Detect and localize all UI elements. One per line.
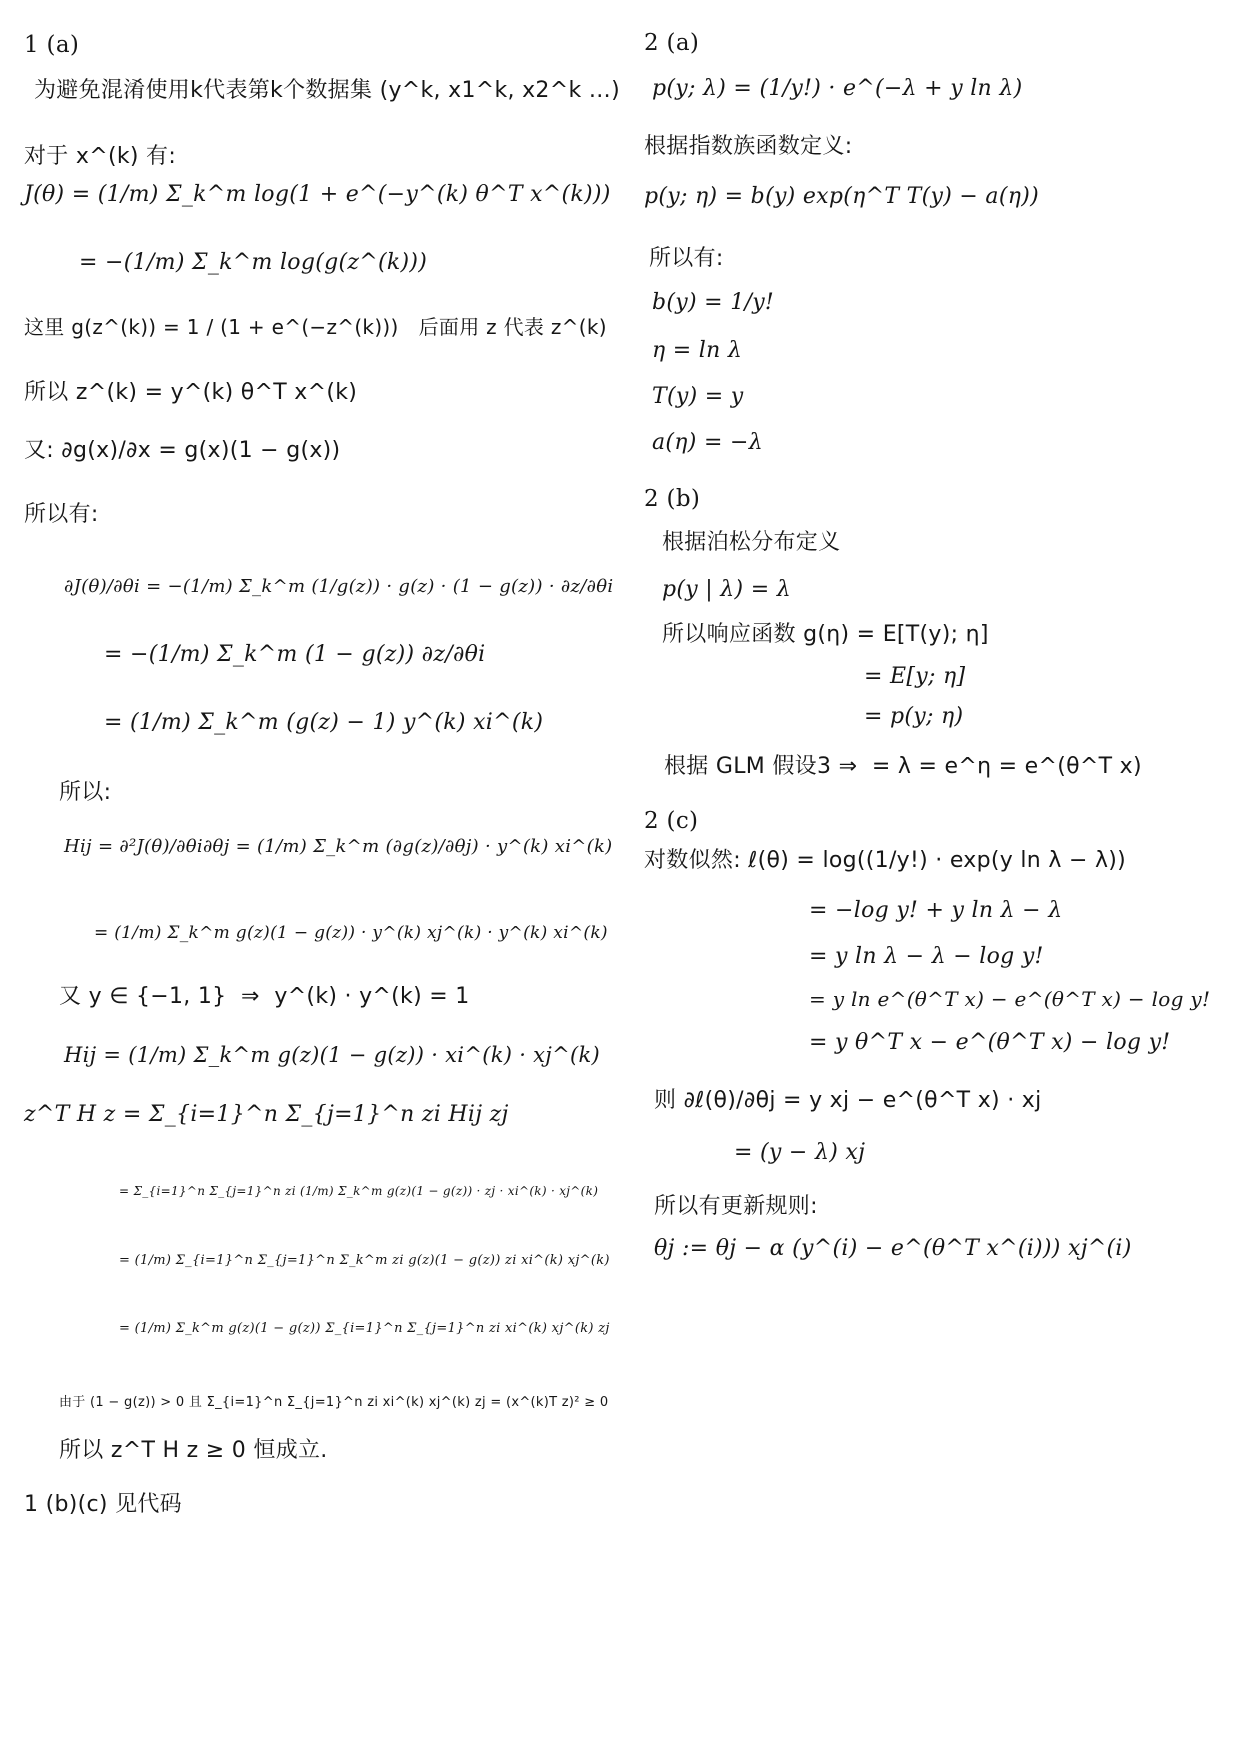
right-text-line: 2 (a): [644, 30, 700, 56]
left-text-line: Hij = (1/m) Σ_k^m g(z)(1 − g(z)) · xi^(k) · xj^(k): [64, 1043, 601, 1067]
right-text-line: 对数似然: ℓ(θ) = log((1/y!) · exp(y ln λ − λ)): [644, 848, 1127, 873]
right-text-line: = (y − λ) xj: [734, 1140, 866, 1165]
left-text-line: 对于 x^(k) 有:: [24, 144, 177, 169]
right-text-line: 所以有更新规则:: [654, 1194, 818, 1219]
right-text-line: p(y | λ) = λ: [662, 577, 791, 602]
left-text-line: Hij = ∂²J(θ)/∂θi∂θj = (1/m) Σ_k^m (∂g(z)/∂θj) · y^(k) xi^(k): [64, 836, 613, 857]
right-text-line: a(η) = −λ: [652, 430, 763, 455]
left-text-line: 由于 (1 − g(z)) > 0 且 Σ_{i=1}^n Σ_{j=1}^n zi xi^(k) xj^(k) zj = (x^(k)T z)² ≥ 0: [59, 1395, 609, 1410]
left-text-line: z^T H z = Σ_{i=1}^n Σ_{j=1}^n zi Hij zj: [24, 1102, 509, 1127]
left-text-line: ∂J(θ)/∂θi = −(1/m) Σ_k^m (1/g(z)) · g(z) · (1 − g(z)) · ∂z/∂θi: [64, 576, 614, 597]
right-text-line: 根据泊松分布定义: [662, 530, 841, 555]
right-text-line: = y ln e^(θ^T x) − e^(θ^T x) − log y!: [809, 987, 1211, 1011]
right-text-line: 根据指数族函数定义:: [644, 134, 853, 159]
right-text-line: = −log y! + y ln λ − λ: [809, 898, 1063, 923]
right-text-line: 2 (b): [644, 486, 701, 512]
left-text-line: = (1/m) Σ_k^m g(z)(1 − g(z)) · y^(k) xj^(k) · y^(k) xi^(k): [94, 923, 608, 943]
left-text-line: = (1/m) Σ_k^m g(z)(1 − g(z)) Σ_{i=1}^n Σ_{j=1}^n zi xi^(k) xj^(k) zj: [119, 1321, 610, 1336]
left-text-line: 1 (b)(c) 见代码: [24, 1492, 182, 1517]
left-text-line: 1 (a): [24, 32, 80, 58]
right-text-line: = y ln λ − λ − log y!: [809, 944, 1044, 969]
left-text-line: = (1/m) Σ_k^m (g(z) − 1) y^(k) xi^(k): [104, 710, 544, 735]
left-text-line: 所以:: [59, 780, 112, 805]
left-text-line: 所以 z^T H z ≥ 0 恒成立.: [59, 1438, 328, 1463]
left-text-line: = −(1/m) Σ_k^m log(g(z^(k))): [79, 250, 428, 275]
right-text-line: p(y; η) = b(y) exp(η^T T(y) − a(η)): [644, 184, 1039, 209]
left-text-line: 为避免混淆使用k代表第k个数据集 (y^k, x1^k, x2^k …): [34, 78, 620, 103]
right-text-line: 所以响应函数 g(η) = E[T(y); η]: [662, 622, 989, 647]
right-text-line: 所以有:: [649, 246, 724, 271]
right-text-line: b(y) = 1/y!: [652, 290, 775, 315]
right-text-line: = E[y; η]: [864, 664, 966, 689]
left-text-line: 这里 g(z^(k)) = 1 / (1 + e^(−z^(k))) 后面用 z 代表 z^(k): [24, 315, 607, 339]
right-text-line: T(y) = y: [652, 384, 744, 409]
right-text-line: 2 (c): [644, 808, 699, 834]
right-text-line: 根据 GLM 假设3 ⇒ = λ = e^η = e^(θ^T x): [664, 754, 1142, 779]
right-text-line: = p(y; η): [864, 704, 964, 729]
right-text-line: 则 ∂ℓ(θ)/∂θj = y xj − e^(θ^T x) · xj: [654, 1088, 1042, 1113]
right-text-line: θj := θj − α (y^(i) − e^(θ^T x^(i))) xj^(i): [654, 1236, 1132, 1261]
left-text-line: 所以 z^(k) = y^(k) θ^T x^(k): [24, 380, 358, 405]
left-text-line: = (1/m) Σ_{i=1}^n Σ_{j=1}^n Σ_k^m zi g(z)(1 − g(z)) zi xi^(k) xj^(k): [119, 1253, 610, 1268]
left-text-line: 又: ∂g(x)/∂x = g(x)(1 − g(x)): [24, 438, 341, 463]
left-text-line: J(θ) = (1/m) Σ_k^m log(1 + e^(−y^(k) θ^T x^(k))): [24, 182, 611, 207]
left-text-line: = −(1/m) Σ_k^m (1 − g(z)) ∂z/∂θi: [104, 642, 486, 667]
right-text-line: = y θ^T x − e^(θ^T x) − log y!: [809, 1030, 1171, 1055]
right-text-line: η = ln λ: [652, 338, 743, 363]
left-text-line: 所以有:: [24, 502, 99, 527]
right-text-line: p(y; λ) = (1/y!) · e^(−λ + y ln λ): [652, 76, 1023, 101]
left-text-line: = Σ_{i=1}^n Σ_{j=1}^n zi (1/m) Σ_k^m g(z)(1 − g(z)) · zj · xi^(k) · xj^(k): [119, 1184, 599, 1198]
left-text-line: 又 y ∈ {−1, 1} ⇒ y^(k) · y^(k) = 1: [59, 984, 470, 1009]
